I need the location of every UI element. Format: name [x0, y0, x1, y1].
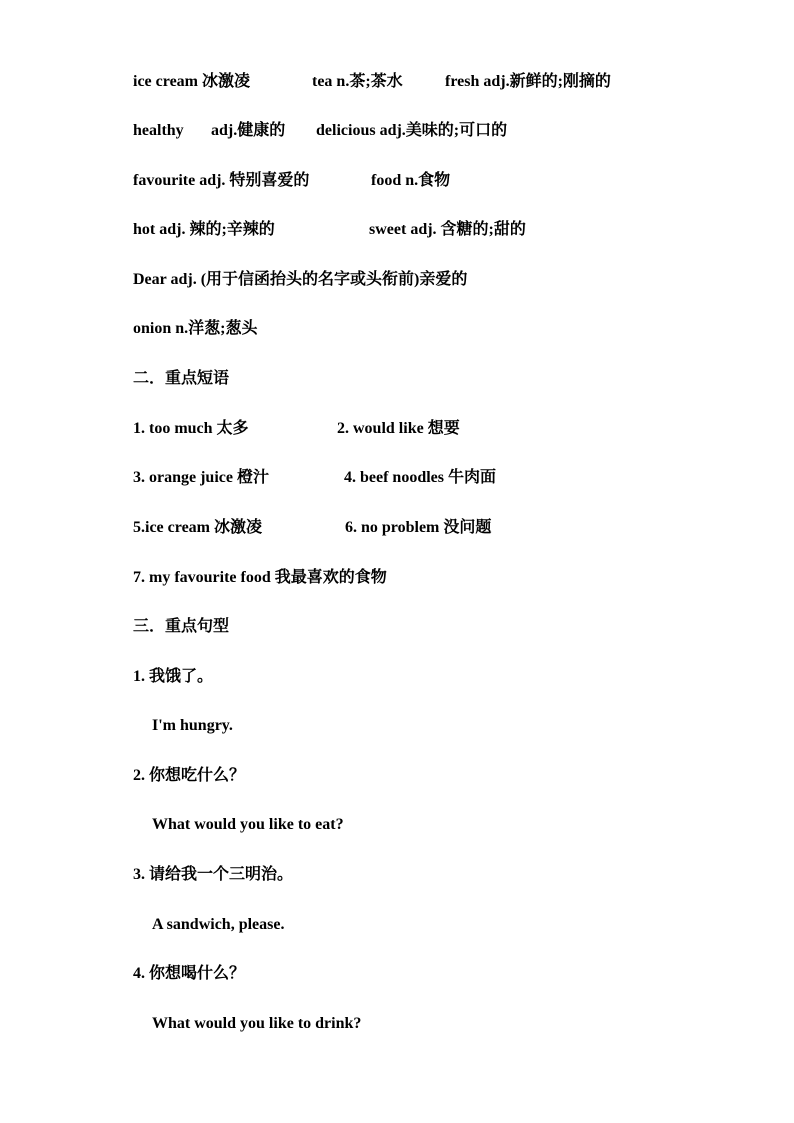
sentence-2-cn: 2. 你想吃什么？ — [133, 767, 246, 784]
phrase-2: 2. would like 想要 — [337, 420, 460, 437]
phrase-4: 4. beef noodles 牛肉面 — [344, 469, 497, 486]
vocab-healthy-meaning: adj.健康的 — [211, 122, 286, 139]
sentence-1-cn: 1. 我饿了。 — [133, 668, 214, 685]
vocab-delicious: delicious adj.美味的;可口的 — [316, 122, 508, 139]
vocab-hot: hot adj. 辣的;辛辣的 — [133, 221, 275, 238]
phrase-6: 6. no problem 没问题 — [345, 519, 492, 536]
phrase-7: 7. my favourite food 我最喜欢的食物 — [133, 569, 387, 586]
vocab-onion: onion n.洋葱;葱头 — [133, 320, 258, 337]
vocab-sweet: sweet adj. 含糖的;甜的 — [369, 221, 526, 238]
sentence-3-cn: 3. 请给我一个三明治。 — [133, 866, 294, 883]
vocab-ice-cream: ice cream 冰激凌 — [133, 73, 250, 90]
sentence-3-en: A sandwich, please. — [152, 916, 285, 933]
vocab-healthy: healthy — [133, 122, 184, 139]
sentence-4-en: What would you like to drink? — [152, 1015, 362, 1032]
sentence-1-en: I'm hungry. — [152, 717, 233, 734]
phrase-1: 1. too much 太多 — [133, 420, 249, 437]
vocab-dear: Dear adj. (用于信函抬头的名字或头衔前)亲爱的 — [133, 271, 468, 288]
vocab-tea: tea n.茶;茶水 — [312, 73, 403, 90]
sentence-2-en: What would you like to eat? — [152, 816, 344, 833]
phrase-3: 3. orange juice 橙汁 — [133, 469, 269, 486]
phrase-5: 5.ice cream 冰激凌 — [133, 519, 262, 536]
sentence-4-cn: 4. 你想喝什么？ — [133, 965, 246, 982]
vocab-fresh: fresh adj.新鲜的;刚摘的 — [445, 73, 611, 90]
vocab-favourite: favourite adj. 特别喜爱的 — [133, 172, 310, 189]
document-page: ice cream 冰激凌 tea n.茶;茶水 fresh adj.新鲜的;刚摘的 healthy adj.健康的 delicious adj.美味的;可口的 favourite adj. 特别喜爱的 food n.食物 hot adj. 辣的;辛辣的 sweet adj. 含糖的;甜的 Dear adj. (用于信函抬头的名字或头衔前)亲爱的 onion n.洋葱;葱头 二．重点短语 1. too much 太多 2. would like 想要 3. orange juice 橙汁 4. beef noodles 牛肉面 5.ice cream 冰激凌 6. no problem 没问题 7. my favourite food 我最喜欢的食物 三．重点句型 1. 我饿了。 I'm hungry. 2. 你想吃什么？ What would you like to eat? 3. 请给我一个三明治。 A sandwich, please. 4. 你想喝什么？ What would you like to drink? — [0, 0, 794, 1123]
vocab-food: food n.食物 — [371, 172, 451, 189]
